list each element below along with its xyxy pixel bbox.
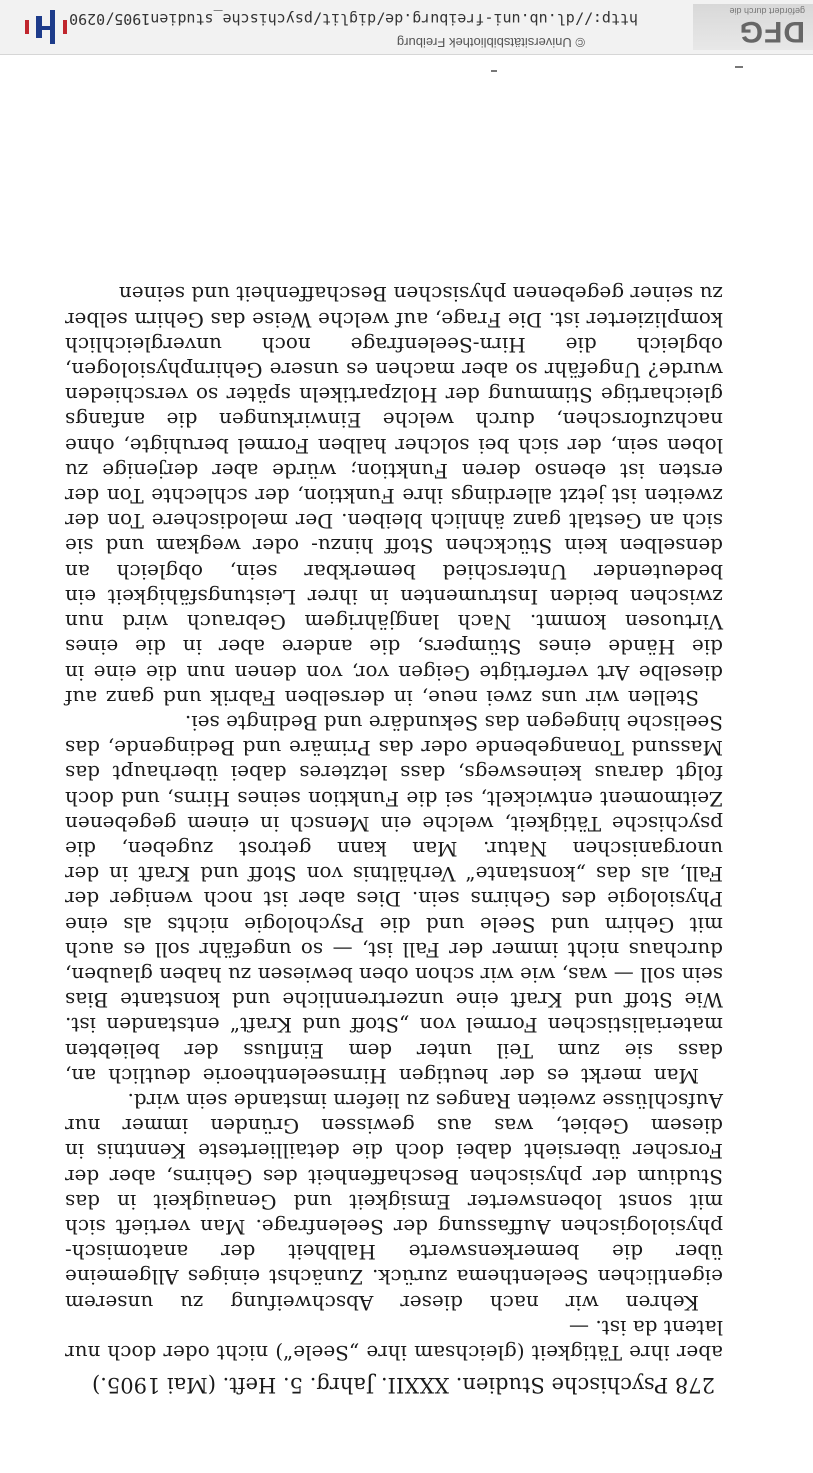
paragraph: Man merkt es der heutigen Hirnseelentheorie deutlich an, dass sie zum Teil unter dem Einfluss der beliebten materialistischen Formel von „Stoff und Kraft“ entstanden ist. Wie Stoff und Kraft eine unzertrennliche und konstante Bias sein soll — was, wie wir schon oben bewiesen zu haben glauben, durchaus nicht immer der Fall ist, — so ungefähr soll es auch mit Gehirn und Seele und die Psychologie nichts als eine Physiologie des Gehirns sein. Dies aber ist noch weniger der Fall, als das „konstante“ Verhältnis von Stoff und Kraft in der unorganischen Natur. Man kann getrost zugeben, die psychische Tätigkeit, welche ein Mensch in einem gegebenen Zeitmoment entwickelt, sei die Funktion seines Hirns, und doch folgt daraus keineswegs, dass letzteres dabei überhaupt das Massund Tonangebende oder das Primäre und Bedingende, das Seelische hingegen das Sekundäre und Bedingte sei. <box>65 710 723 1088</box>
dfg-logo-text: DFG <box>738 15 805 48</box>
dfg-logo[interactable] <box>693 4 813 50</box>
document-url[interactable]: http://dl.ub.uni-freiburg.de/diglit/psychische_studien1905/0290 <box>69 10 638 28</box>
page-body <box>65 281 723 1365</box>
scan-mark <box>491 70 497 72</box>
university-logo-icon[interactable] <box>15 6 75 48</box>
running-header: 278 Psychische Studien. XXXII. Jahrg. 5. Heft. (Mai 1905.) <box>92 1373 715 1397</box>
paragraph: Kehren wir nach dieser Abschweifung zu unserem eigentlichen Seelenthema zurück. Zunächst einiges Allgemeine über die bemerkenswerte Halbheit der anatomisch-physiologischen Auffassung der Seelenfrage. Man vertieft sich mit sonst lobenswerter Emsigkeit und Genauigkeit in das Studium der physischen Beschaffenheit des Gehirns, aber der Forscher übersieht dabei doch die detaillierteste Kenntnis in diesem Gebiet, was aus gewissen Gründen immer nur Aufschlüsse zweiten Ranges zu liefern imstande sein wird. <box>65 1088 723 1315</box>
copyright-notice: © Universitätsbibliothek Freiburg <box>396 35 585 50</box>
scan-mark <box>735 66 743 68</box>
paragraph: aber ihre Tätigkeit (gleichsam ihre „Seele“) nicht oder doch nur latent da ist. — <box>65 1315 723 1365</box>
paragraph: Stellen wir uns zwei neue, in derselben Fabrik und ganz auf dieselbe Art verfertigte Geigen vor, von denen nun die eine in die Hände eines Stümpers, die andere aber in die eines Virtuosen kommt. Nach langjährigem Gebrauch wird nun zwischen beiden Instrumenten in ihrer Leistungsfähigkeit ein bedeutender Unterschied bemerkbar sein, obgleich an denselben kein Stückchen Stoff hinzu- oder wegkam und sie sich an Gestalt ganz ähnlich bleiben. Der melodischere Ton der zweiten ist jetzt allerdings ihre Funktion, der schlechte Ton der ersten ist ebenso deren Funktion; würde aber derjenige zu loben sein, der sich bei solcher halben Formel beruhigte, ohne nachzuforschen, durch welche Einwirkungen die anfangs gleichartige Stimmung der Holzpartikeln später so verschieden wurde? Ungefähr so aber machen es unsere Gehirnphysiologen, obgleich die Hirn-Seelenfrage noch unvergleichlich komplizierter ist. Die Frage, auf welche Weise das Gehirn selber zu seiner gegebenen physischen Beschaffenheit und seinen <box>65 282 723 710</box>
dfg-logo-subtext: gefördert durch die <box>729 6 805 16</box>
viewer-footer-bar <box>0 0 813 55</box>
